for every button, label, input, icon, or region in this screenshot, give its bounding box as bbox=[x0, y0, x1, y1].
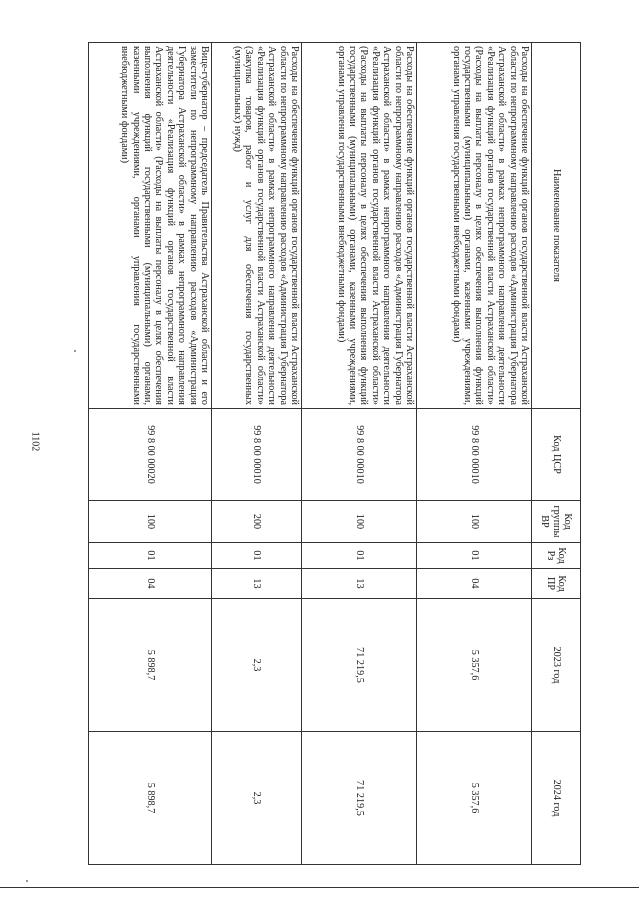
row-vr: 100 bbox=[89, 501, 212, 543]
row-2023: 5 357,6 bbox=[417, 599, 532, 732]
header-rz: Код Рз bbox=[532, 543, 581, 569]
header-csr: Код ЦСР bbox=[532, 409, 581, 501]
row-name: Расходы на обеспечение функций органов государственной власти Астраханской области по непрограммному направлению расходов «Администрация Губернатора Астраханской области» в рамках непрограммного направления деятельности «Реализация функций органов государственной власти Астраханской области» (Расходы на выплаты персоналу в целях обеспечения выполнения функций государственными (муниципальными) органами, казенными учреждениями, органами управления государственными внебюджетными фондами) bbox=[302, 43, 417, 409]
row-vr: 100 bbox=[302, 501, 417, 543]
row-2024: 5 898,7 bbox=[89, 732, 212, 865]
header-name: Наименование показателя bbox=[532, 43, 581, 409]
header-vr: Код группы ВР bbox=[532, 501, 581, 543]
row-csr: 99 8 00 00010 bbox=[417, 409, 532, 501]
row-name: Расходы на обеспечение функций органов государственной власти Астраханской области по непрограммному направлению расходов «Администрация Губернатора Астраханской области» в рамках непрограммного направления деятельности «Реализация функций органов государственной власти Астраханской области» (Закупка товаров, работ и услуг для обеспечения государственных (муниципальных) нужд) bbox=[212, 43, 302, 409]
page-number: 1102 bbox=[29, 431, 41, 452]
row-pr: 13 bbox=[302, 569, 417, 599]
row-rz: 01 bbox=[417, 543, 532, 569]
row-2023: 5 898,7 bbox=[89, 599, 212, 732]
page-bottom-rule bbox=[0, 887, 639, 888]
header-pr: Код ПР bbox=[532, 569, 581, 599]
header-row bbox=[532, 43, 581, 865]
row-pr: 04 bbox=[89, 569, 212, 599]
row-vr: 200 bbox=[212, 501, 302, 543]
header-2023: 2023 год bbox=[532, 599, 581, 732]
scan-speck bbox=[74, 350, 76, 352]
row-rz: 01 bbox=[302, 543, 417, 569]
header-2024: 2024 год bbox=[532, 732, 581, 865]
table-row bbox=[417, 43, 532, 865]
row-csr: 99 8 00 00010 bbox=[302, 409, 417, 501]
row-csr: 99 8 00 00020 bbox=[89, 409, 212, 501]
row-vr: 100 bbox=[417, 501, 532, 543]
row-rz: 01 bbox=[212, 543, 302, 569]
row-2023: 2,3 bbox=[212, 599, 302, 732]
row-pr: 13 bbox=[212, 569, 302, 599]
table-row bbox=[302, 43, 417, 865]
row-name: Расходы на обеспечение функций органов государственной власти Астраханской области по непрограммному направлению расходов «Администрация Губернатора Астраханской области» в рамках непрограммного направления деятельности «Реализация функций органов государственной власти Астраханской области» (Расходы на выплаты персоналу в целях обеспечения выполнения функций государственными (муниципальными) органами, казенными учреждениями, органами управления государственными внебюджетными фондами) bbox=[417, 43, 532, 409]
table-row bbox=[212, 43, 302, 865]
budget-table-page bbox=[92, 42, 581, 864]
row-rz: 01 bbox=[89, 543, 212, 569]
row-2024: 71 219,5 bbox=[302, 732, 417, 865]
row-name: Вице-губернатор – председатель Правительства Астраханской области и его заместители по непрограммному направлению расходов «Администрация Губернатора Астраханской области» в рамках непрограммного направления деятельности «Реализация функций органов государственной власти Астраханской области» (Расходы на выплаты персоналу в целях обеспечения выполнения функций государственными (муниципальными) органами, казенными учреждениями, органами управления государственными внебюджетными фондами) bbox=[89, 43, 212, 409]
row-pr: 04 bbox=[417, 569, 532, 599]
table-row bbox=[89, 43, 212, 865]
budget-table bbox=[88, 42, 581, 865]
scan-speck bbox=[26, 880, 28, 882]
row-csr: 99 8 00 00010 bbox=[212, 409, 302, 501]
row-2023: 71 219,5 bbox=[302, 599, 417, 732]
row-2024: 2,3 bbox=[212, 732, 302, 865]
row-2024: 5 357,6 bbox=[417, 732, 532, 865]
